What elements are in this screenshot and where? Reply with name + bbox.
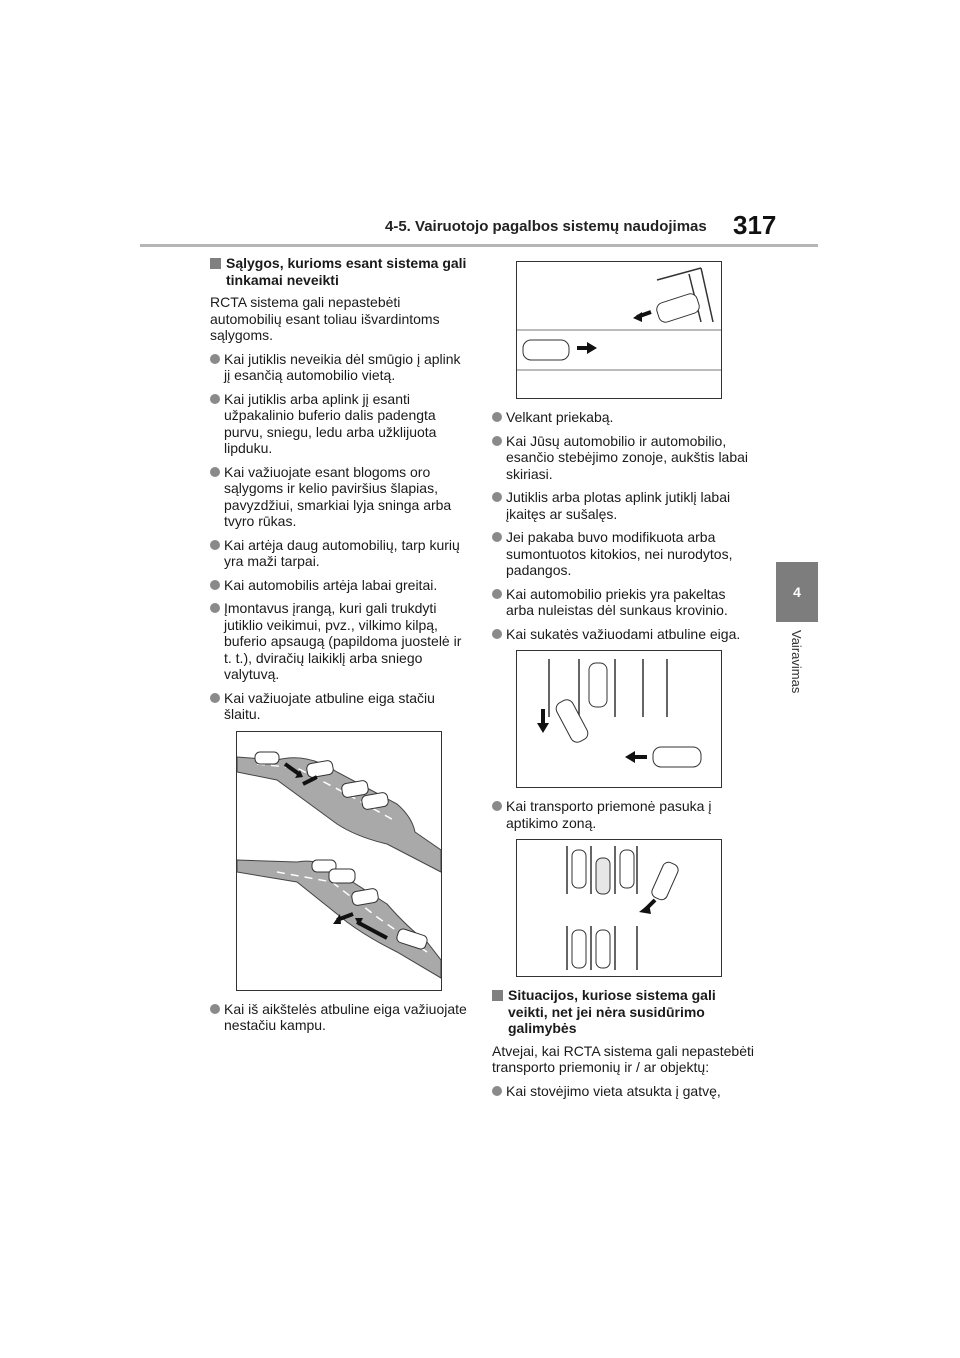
bullet-icon [492, 492, 502, 502]
list-item: Kai artėja daug automobilių, tarp kurių yra maži tarpai. [210, 537, 470, 570]
bullet-icon [210, 394, 220, 404]
parking-angle-illustration [516, 261, 722, 399]
section-title: 4-5. Vairuotojo pagalbos sistemų naudojimas [385, 218, 707, 235]
list-item: Kai automobilio priekis yra pakeltas arba nuleistas dėl sunkaus krovinio. [492, 586, 757, 619]
bullet-icon [492, 532, 502, 542]
list-item: Kai stovėjimo vieta atsukta į gatvę, [492, 1083, 757, 1100]
bullet-icon [492, 1086, 502, 1096]
section-heading [492, 987, 757, 1037]
page-number: 317 [733, 210, 777, 240]
list-item: Kai jutiklis arba aplink jį esanti užpakalinio buferio dalis padengta purvu, sniegu, ledu arba užklijuota lipduku. [210, 391, 470, 457]
left-column [210, 255, 470, 1041]
square-bullet-icon [492, 990, 503, 1001]
bullet-icon [492, 436, 502, 446]
bullet-icon [210, 467, 220, 477]
vehicle-turning-into-zone-illustration [516, 839, 722, 977]
bullet-icon [492, 412, 502, 422]
right-column [492, 255, 757, 1106]
list-item: Kai važiuojate atbuline eiga stačiu šlaitu. [210, 690, 470, 723]
chapter-label: Vairavimas [789, 630, 804, 694]
bullet-icon [210, 580, 220, 590]
bullet-icon [210, 603, 220, 613]
bullet-icon [210, 540, 220, 550]
section-heading [210, 255, 470, 288]
section-heading-text: Situacijos, kuriose sistema gali veikti, net jei nėra susidūrimo galimybės [508, 987, 716, 1036]
bullet-icon [210, 354, 220, 364]
list-item: Kai automobilis artėja labai greitai. [210, 577, 470, 594]
list-item: Velkant priekabą. [492, 409, 757, 426]
slope-road-illustration [236, 731, 442, 991]
reversing-turn-illustration [516, 650, 722, 788]
list-item: Įmontavus įrangą, kuri gali trukdyti jutiklio veikimui, pvz., vilkimo kilpą, buferio apsaugą (papildoma juostelė ir t. t.), dviračių laikiklį arba sniego valytuvą. [210, 600, 470, 683]
bullet-icon [210, 1004, 220, 1014]
bullet-icon [492, 589, 502, 599]
list-item: Jei pakaba buvo modifikuota arba sumontuotos kitokios, nei nurodytos, padangos. [492, 529, 757, 579]
list-item: Kai važiuojate esant blogoms oro sąlygoms ir kelio paviršius šlapias, pavyzdžiui, smarkiai lyja sninga arba tvyro rūkas. [210, 464, 470, 530]
bullet-icon [492, 801, 502, 811]
header-divider [140, 244, 818, 247]
bullet-icon [492, 629, 502, 639]
list-item: Jutiklis arba plotas aplink jutiklį labai įkaitęs ar sušalęs. [492, 489, 757, 522]
list-item: Kai jutiklis neveikia dėl smūgio į aplink jį esančią automobilio vietą. [210, 351, 470, 384]
square-bullet-icon [210, 258, 221, 269]
chapter-number-tab: 4 [776, 562, 818, 622]
bullet-icon [210, 693, 220, 703]
list-item: Kai iš aikštelės atbuline eiga važiuojate nestačiu kampu. [210, 1001, 470, 1034]
list-item: Kai sukatės važiuodami atbuline eiga. [492, 626, 757, 643]
list-item: Kai Jūsų automobilio ir automobilio, esančio stebėjimo zonoje, aukštis labai skiriasi. [492, 433, 757, 483]
list-item: Kai transporto priemonė pasuka į aptikimo zoną. [492, 798, 757, 831]
intro-paragraph: Atvejai, kai RCTA sistema gali nepastebėti transporto priemonių ir / ar objektų: [492, 1042, 754, 1075]
section-heading-text: Sąlygos, kurioms esant sistema gali tinkamai neveikti [226, 255, 467, 288]
intro-paragraph: RCTA sistema gali nepastebėti automobilių esant toliau išvardintoms sąlygoms. [210, 294, 440, 343]
